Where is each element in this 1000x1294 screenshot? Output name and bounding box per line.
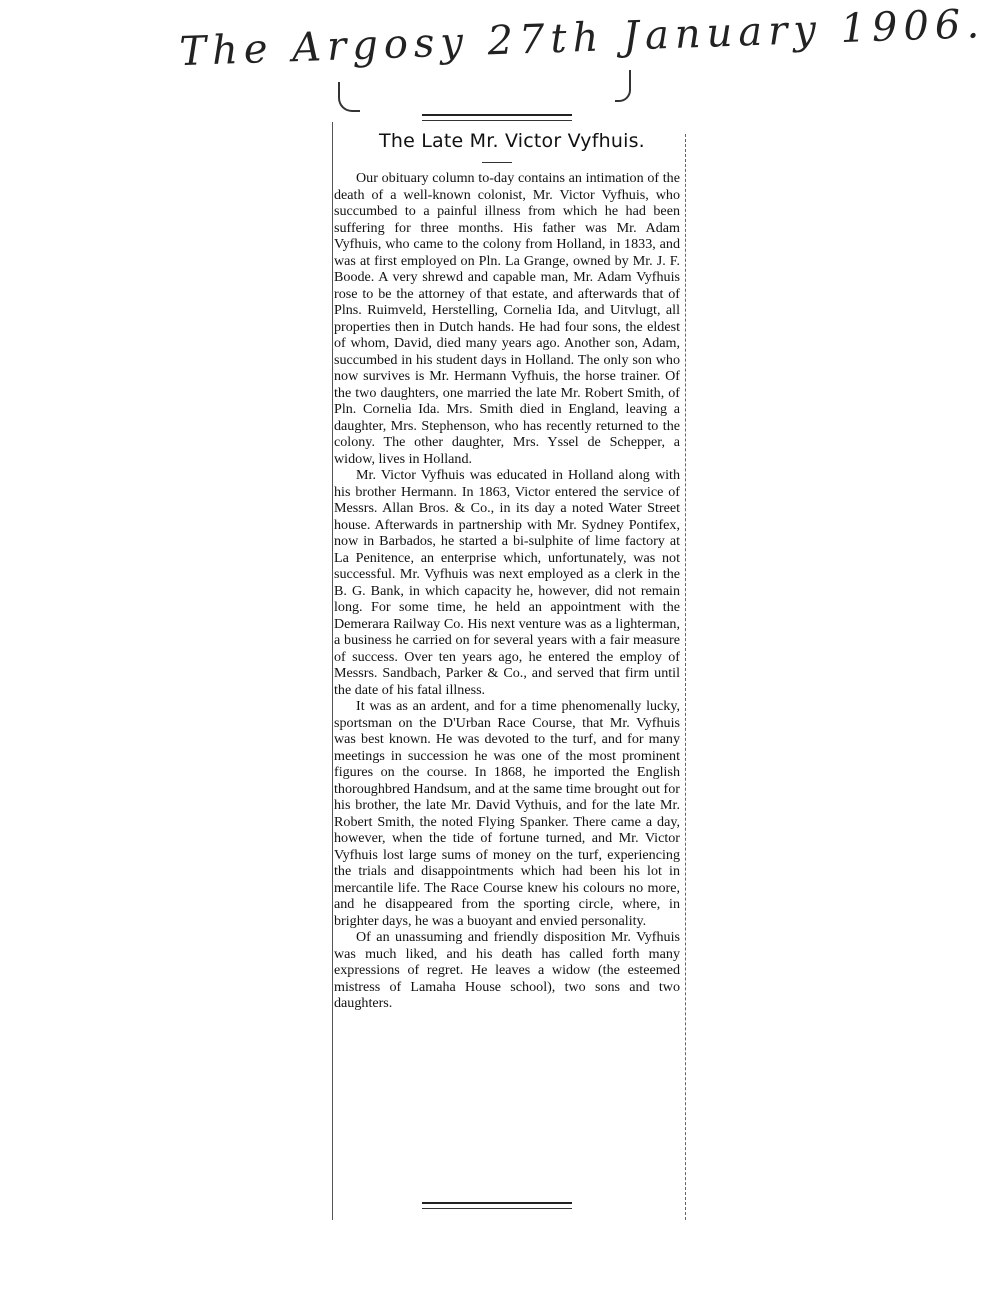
- clipping-right-edge: [685, 134, 686, 1220]
- clipping-left-edge: [332, 122, 333, 1220]
- article-paragraph: It was as an ardent, and for a time phenomenally lucky, sportsman on the D'Urban Race Course, that Mr. Vyfhuis was best known. He was devoted to the turf, and for many meetings in succession he was one of the most prominent figures on the course. In 1868, he imported the English thoroughbred Handsum, and at the same time brought out for his brother, the late Mr. David Vythuis, and for the late Mr. Robert Smith, the noted Flying Spanker. There came a day, however, when the tide of fortune turned, and Mr. Victor Vyfhuis lost large sums of money on the turf, experiencing the trials and disappointments which had been his lot in mercantile life. The Race Course knew his colours no more, and he disappeared from the sporting circle, where, in brighter days, he was a buoyant and envied personality.: [334, 698, 680, 929]
- article-body: [334, 170, 680, 1012]
- top-rule: [422, 120, 572, 121]
- handwriting-stroke: [615, 70, 631, 102]
- handwritten-annotation: The Argosy 27th January 1906.: [178, 1, 986, 76]
- handwriting-stroke: [338, 82, 360, 112]
- top-rule: [422, 114, 572, 116]
- headline-dash: [482, 162, 512, 163]
- bottom-rule: [422, 1202, 572, 1204]
- newspaper-clipping: [322, 110, 690, 1230]
- article-paragraph: Our obituary column to-day contains an intimation of the death of a well-known colonist, Mr. Victor Vyfhuis, who succumbed to a painful illness from which he had been suffering for three months. His father was Mr. Adam Vyfhuis, who came to the colony from Holland, in 1833, and was at first employed on Pln. La Grange, owned by Mr. J. F. Boode. A very shrewd and capable man, Mr. Adam Vyfhuis rose to be the attorney of that estate, and afterwards that of Plns. Ruimveld, Herstelling, Cornelia Ida, and Uitvlugt, all properties then in Dutch hands. He had four sons, the eldest of whom, David, died many years ago. Another son, Adam, succumbed in his student days in Holland. The only son who now survives is Mr. Hermann Vyfhuis, the horse trainer. Of the two daughters, one married the late Mr. Robert Smith, of Pln. Cornelia Ida. Mrs. Smith died in England, leaving a daughter, Mrs. Stephenson, who has recently returned to the colony. The other daughter, Mrs. Yssel de Schepper, a widow, lives in Holland.: [334, 170, 680, 467]
- bottom-rule: [422, 1208, 572, 1209]
- article-paragraph: Mr. Victor Vyfhuis was educated in Holland along with his brother Hermann. In 1863, Victor entered the service of Messrs. Allan Bros. & Co., in its day a noted Water Street house. Afterwards in partnership with Mr. Sydney Pontifex, now in Barbados, he started a bi-sulphite of lime factory at La Penitence, an enterprise which, unfortunately, was not successful. Mr. Vyfhuis was next employed as a clerk in the B. G. Bank, in which capacity he, however, did not remain long. For some time, he held an appointment with the Demerara Railway Co. His next venture was as a lighterman, a business he carried on for several years with a fair measure of success. Over ten years ago, he entered the employ of Messrs. Sandbach, Parker & Co., and served that firm until the date of his fatal illness.: [334, 467, 680, 698]
- article-paragraph: Of an unassuming and friendly disposition Mr. Vyfhuis was much liked, and his death has called forth many expressions of regret. He leaves a widow (the esteemed mistress of Lamaha House school), two sons and two daughters.: [334, 929, 680, 1011]
- article-headline: The Late Mr. Victor Vyfhuis.: [379, 130, 645, 152]
